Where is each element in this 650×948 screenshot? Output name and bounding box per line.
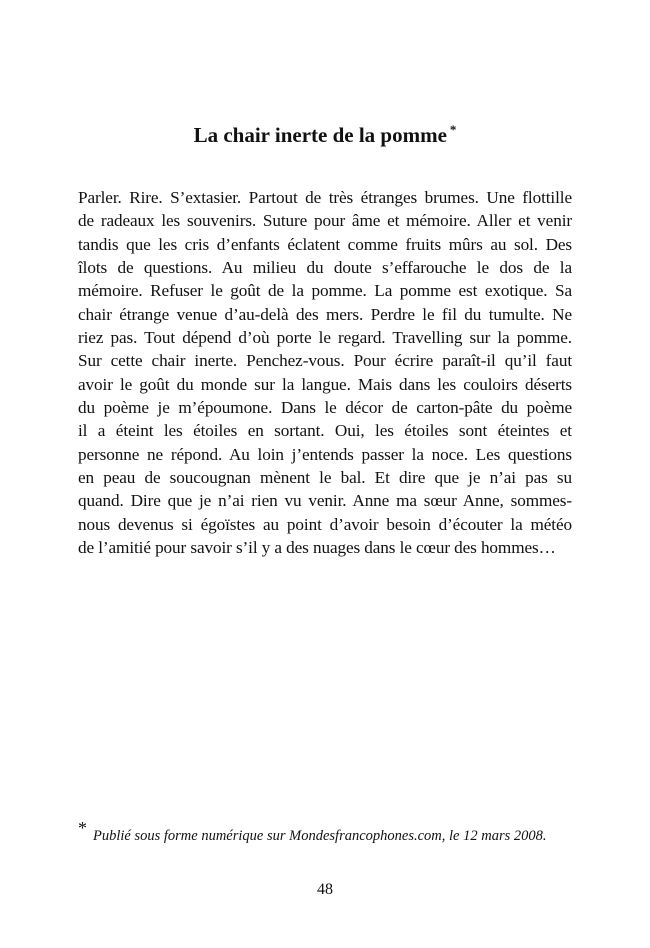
text-line: avoir le goût du monde sur la langue. Mais dans les couloirs déserts	[78, 374, 572, 394]
prose-poem-body	[78, 186, 572, 560]
footnote	[78, 818, 572, 845]
text-line: mémoire. Refuser le goût de la pomme. La pomme est exotique. Sa	[78, 281, 572, 301]
text-line: riez pas. Tout dépend d’où porte le regard. Travelling sur la pomme.	[78, 328, 572, 348]
text-line: de l’amitié pour savoir s’il y a des nuages dans le cœur des hommes…	[78, 538, 556, 558]
title-text: La chair inerte de la pomme	[193, 123, 447, 147]
text-line: îlots de questions. Au milieu du doute s’effarouche le dos de la	[78, 258, 572, 278]
footnote-text: Publié sous forme numérique sur Mondesfrancophones.com, le 12 mars 2008.	[93, 828, 547, 844]
text-line: Sur cette chair inerte. Penchez-vous. Pour écrire paraît-il qu’il faut	[78, 351, 572, 371]
text-line: tandis que les cris d’enfants éclatent comme fruits mûrs au sol. Des	[78, 234, 572, 254]
text-line: nous devenus si égoïstes au point d’avoir besoin d’écouter la météo	[78, 514, 572, 534]
footnote-mark: *	[78, 818, 87, 839]
page-title	[0, 122, 650, 148]
text-line: chair étrange venue d’au-delà des mers. Perdre le fil du tumulte. Ne	[78, 304, 572, 324]
footnote-reference-mark: *	[449, 122, 457, 137]
text-line: il a éteint les étoiles en sortant. Oui, les étoiles sont éteintes et	[78, 421, 572, 441]
text-line: du poème je m’époumone. Dans le décor de carton-pâte du poème	[78, 398, 572, 418]
page-number: 48	[317, 881, 333, 898]
text-line: de radeaux les souvenirs. Suture pour âme et mémoire. Aller et venir	[78, 211, 572, 231]
text-line: quand. Dire que je n’ai rien vu venir. Anne ma sœur Anne, sommes-	[78, 491, 572, 511]
text-line: personne ne répond. Au loin j’entends passer la noce. Les questions	[78, 444, 572, 464]
text-line: Parler. Rire. S’extasier. Partout de très étranges brumes. Une flottille	[78, 188, 572, 207]
text-line: en peau de soucougnan mènent le bal. Et dire que je n’ai pas su	[78, 468, 572, 488]
